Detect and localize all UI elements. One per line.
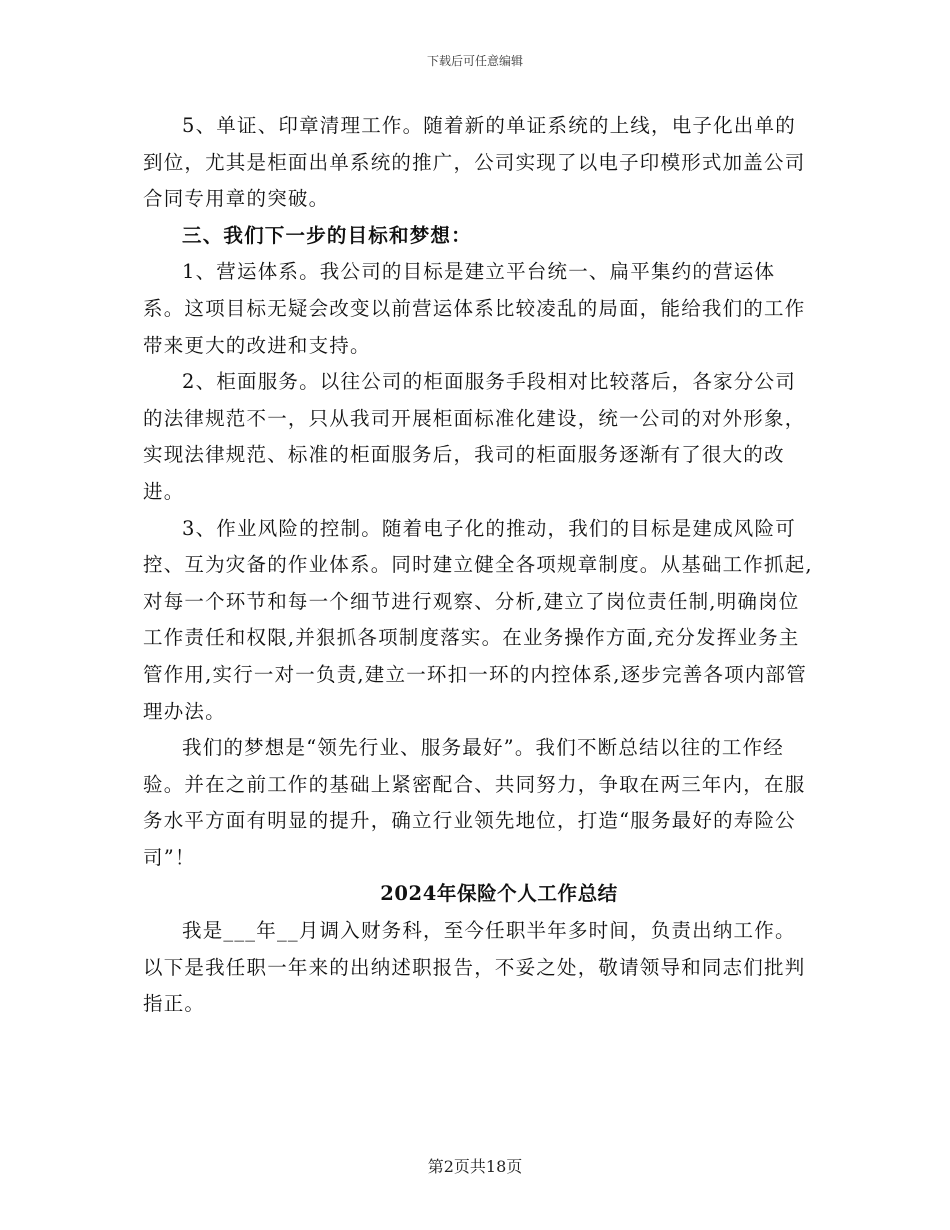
- paragraph-risk-control: 3、作业风险的控制。随着电子化的推动，我们的目标是建成风险可控、互为灾备的作业体系。同时建立健全各项规章制度。从基础工作抓起,对每一个环节和每一个细节进行观察、分析,建立了岗位责任制,明确岗位工作责任和权限,并狠抓各项制度落实。在业务操作方面,充分发挥业务主管作用,实行一对一负责,建立一环扣一环的内控体系,逐步完善各项内部管理办法。: [143, 516, 813, 723]
- paragraph-dream: 我们的梦想是“领先行业、服务最好”。我们不断总结以往的工作经验。并在之前工作的基础上紧密配合、共同努力，争取在两三年内，在服务水平方面有明显的提升，确立行业领先地位，打造“服务最好的寿险公司”！: [143, 736, 806, 869]
- paragraph-intro: 我是___年__月调入财务科，至今任职半年多时间，负责出纳工作。以下是我任职一年来的出纳述职报告，不妥之处，敬请领导和同志们批判指正。: [143, 919, 806, 1016]
- document-body: [143, 108, 815, 1023]
- paragraph-stamp-cleanup: 5、单证、印章清理工作。随着新的单证系统的上线，电子化出单的到位，尤其是柜面出单系统的推广，公司实现了以电子印模形式加盖公司合同专用章的突破。: [143, 114, 806, 211]
- paragraph-operations-system: 1、营运体系。我公司的目标是建立平台统一、扁平集约的营运体系。这项目标无疑会改变以前营运体系比较凌乱的局面，能给我们的工作带来更大的改进和支持。: [143, 260, 806, 357]
- document-title: 2024年保险个人工作总结: [380, 882, 618, 906]
- section-heading-goals: 三、我们下一步的目标和梦想：: [182, 223, 472, 247]
- header-note: 下载后可任意编辑: [426, 54, 523, 68]
- page-footer: 第2页共18页: [427, 1157, 523, 1176]
- paragraph-counter-service: 2、柜面服务。以往公司的柜面服务手段相对比较落后，各家分公司的法律规范不一，只从我司开展柜面标准化建设，统一公司的对外形象，实现法律规范、标准的柜面服务后，我司的柜面服务逐渐有了很大的改进。: [143, 370, 806, 503]
